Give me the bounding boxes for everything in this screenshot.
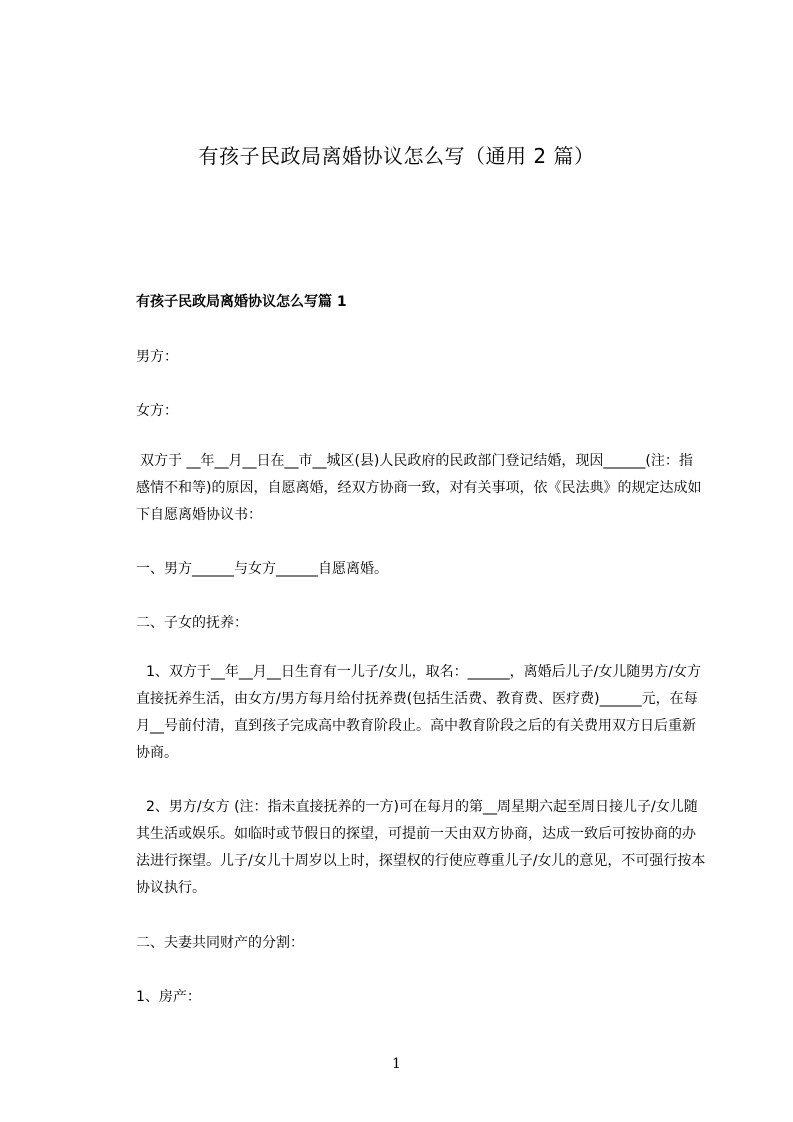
female-party-label: 女方： bbox=[136, 403, 178, 419]
clause-3-heading: 二、夫妻共同财产的分割： bbox=[136, 935, 304, 951]
page-number: 1 bbox=[392, 1056, 401, 1072]
clause-2-heading: 二、子女的抚养： bbox=[136, 615, 248, 631]
clause-2-item-1: 1、双方于__年__月__日生育有一儿子/女儿，取名：______，离婚后儿子/女儿随男方/女方直接抚养生活，由女方/男方每月给付抚养费(包括生活费、教育费、医疗费)______元，在每月__号前付清，直到孩子完成高中教育阶段止。高中教育阶段之后的有关费用双方日后重新协商。 bbox=[136, 664, 702, 761]
clause-1: 一、男方______与女方______自愿离婚。 bbox=[136, 561, 388, 577]
clause-2-item-2: 2、男方/女方 (注：指未直接抚养的一方)可在每月的第__周星期六起至周日接儿子/女儿随其生活或娱乐。如临时或节假日的探望，可提前一天由双方协商，达成一致后可按协商的办法进行探望。儿子/女儿十周岁以上时，探望权的行使应尊重儿子/女儿的意见，不可强行按本协议执行。 bbox=[136, 799, 706, 896]
clause-3-item-1: 1、房产： bbox=[136, 989, 201, 1005]
section-heading: 有孩子民政局离婚协议怎么写篇 1 bbox=[136, 294, 347, 310]
intro-paragraph: 双方于 __年__月__日在__市__城区(县)人民政府的民政部门登记结婚，现因______(注：指感情不和等)的原因，自愿离婚，经双方协商一致，对有关事项，依《民法典》的规定达成如下自愿离婚协议书： bbox=[136, 453, 702, 523]
male-party-label: 男方： bbox=[136, 349, 178, 365]
document-title: 有孩子民政局离婚协议怎么写（通用 2 篇） bbox=[198, 144, 595, 168]
